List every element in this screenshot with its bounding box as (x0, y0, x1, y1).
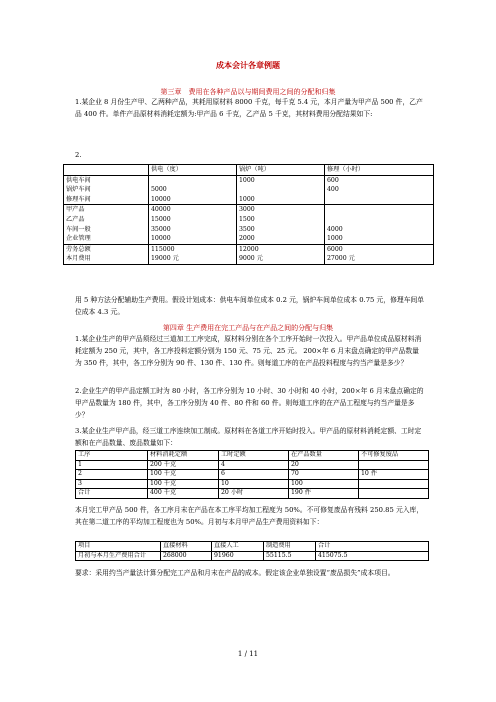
table-header-cell: 项目 (76, 542, 161, 552)
table-cell: 190 件 (289, 489, 359, 499)
table-header-cell: 工时定额 (219, 451, 289, 461)
table-cell: 6000 27000 元 (325, 244, 434, 264)
table-cell: 劳务总额 本月费用 (64, 244, 149, 264)
table-header-row (76, 542, 429, 552)
table-cell: 100 千克 (148, 479, 219, 489)
table-cell: 4000 1000 (325, 205, 434, 244)
table-cell: 供电车间 锅炉车间 修理车间 (64, 175, 149, 205)
table-cell: 5000 10000 (149, 175, 237, 205)
table-cell: 200 千克 (148, 460, 219, 470)
table-header-cell: 锅炉（吨） (237, 165, 325, 176)
table-header-cell: 不可修复废品 (359, 451, 429, 461)
table-cell: 甲产品 乙产品 车间一般 企业管理 (64, 205, 149, 244)
table-row (76, 460, 429, 470)
table-header-cell: 制造费用 (264, 542, 316, 552)
table-header-cell: 直接人工 (212, 542, 264, 552)
table-cell: 268000 (161, 551, 212, 561)
table-header-cell: 在产品数量 (289, 451, 359, 461)
table-row (76, 470, 429, 480)
table-cell (359, 460, 429, 470)
process-quota-table (75, 450, 429, 499)
table-cell: 600 400 (325, 175, 434, 205)
table-row (64, 175, 434, 205)
table-header-cell: 修理（小时） (325, 165, 434, 176)
table-header-row (64, 165, 434, 176)
ch4-question-3: 3.某企业生产甲产品，经三道工序连续加工制成。原材料在各道工序开始时投入。甲产品的原材料消耗定额、工时定额和在产品数量、废品数量如下： (75, 427, 422, 447)
table-header-cell: 材料消耗定额 (148, 451, 219, 461)
ch4-question-1: 1.某企业生产的甲产品须经过三道加工工序完成，原材料分别在各个工序开始时一次投入。甲产品单位成品原材料消耗定额为 250 元，其中，各工序投料定额分别为 150 元、75 元、25 元。 200×年 6 月末盘点确定的甲产品数量为 350 件，其中，各工序分别为 90 件、130 件、130 件。则每道工序的在产品投料程度与约当产量是多少？ (75, 335, 422, 367)
ch3-note: 用 5 种方法分配辅助生产费用。假设计划成本：供电车间单位成本 0.2 元，锅炉车间单位成本 0.75 元，修理车间单位成本 4.3 元。 (75, 296, 425, 316)
table-header-cell (64, 165, 149, 176)
table-cell: 3000 1500 3500 2000 (237, 205, 325, 244)
ch4-middle-text: 本月完工甲产品 500 件，各工序月末在产品在本工序平均加工程度为 50%。不可修复废品有残料 250.85 元入库，其在第二道工序的平均加工程度也为 50%。月初与本月甲产品生产费用资料如下： (75, 506, 424, 526)
chapter3-heading: 第三章 费用在各种产品以与期间费用之间的分配和归集 (160, 88, 336, 96)
table-cell: 1000 1000 (237, 175, 325, 205)
table-row (64, 244, 434, 264)
table-cell: 40000 15000 35000 10000 (149, 205, 237, 244)
table-cell: 12000 9000 元 (237, 244, 325, 264)
table-cell: 合计 (76, 489, 148, 499)
table-cell: 10 件 (359, 470, 429, 480)
table-row (76, 551, 429, 561)
table-row (76, 489, 429, 499)
table-header-cell: 供电（度） (149, 165, 237, 176)
table-cell: 4 (219, 460, 289, 470)
table-cell: 400 千克 (148, 489, 219, 499)
production-cost-table (75, 541, 429, 561)
ch4-question-2: 2.企业生产的甲产品定额工时为 80 小时，各工序分别为 10 小时、30 小时和 40 小时，200×年 6 月末盘点确定的甲产品数量为 180 件，其中，各工序分别为 40 件、80 件和 60 件。则每道工序的在产品工程度与约当产量是多少？ (75, 387, 424, 419)
table-header-cell: 合计 (316, 542, 429, 552)
chapter4-heading: 第四章 生产费用在完工产品与在产品之间的分配与归集 (162, 324, 334, 332)
table-cell: 100 (289, 479, 359, 489)
ch3-question-1: 1.某企业 8 月份生产甲、乙两种产品，其耗用原材料 8000 千克，每千克 5.4 元，本月产量为甲产品 500 件，乙产品 400 件。单件产品原材料消耗定额为:甲产品 6 千克，乙产品 5 千克，其材料费用分配结果如下: (75, 98, 423, 118)
table-cell: 20 小时 (219, 489, 289, 499)
document-title: 成本会计各章例题 (216, 60, 280, 70)
table-cell: 2 (76, 470, 148, 480)
table-row (64, 205, 434, 244)
table-cell: 3 (76, 479, 148, 489)
table-row (76, 479, 429, 489)
table-cell (359, 489, 429, 499)
table-cell: 91960 (212, 551, 264, 561)
ch4-requirement: 要求：采用约当产量法计算分配完工产品和月末在产品的成本。假定该企业单独设置“废品损失”成本项目。 (75, 569, 395, 577)
ch3-question-2-label: 2. (75, 151, 82, 159)
table-cell: 115000 19000 元 (149, 244, 237, 264)
table-header-row (76, 451, 429, 461)
table-cell: 55115.5 (264, 551, 316, 561)
table-cell: 100 千克 (148, 470, 219, 480)
page-number: 1 / 11 (237, 650, 259, 658)
table-header-cell: 工序 (76, 451, 148, 461)
table-cell: 10 (219, 479, 289, 489)
table-header-cell: 直接材料 (161, 542, 212, 552)
table-cell: 月初与本月生产费用合计 (76, 551, 161, 561)
table-cell: 6 (219, 470, 289, 480)
table-cell: 415075.5 (316, 551, 429, 561)
table-cell (359, 479, 429, 489)
auxiliary-services-table (63, 164, 434, 265)
table-cell: 20 (289, 460, 359, 470)
table-cell: 70 (289, 470, 359, 480)
table-cell: 1 (76, 460, 148, 470)
